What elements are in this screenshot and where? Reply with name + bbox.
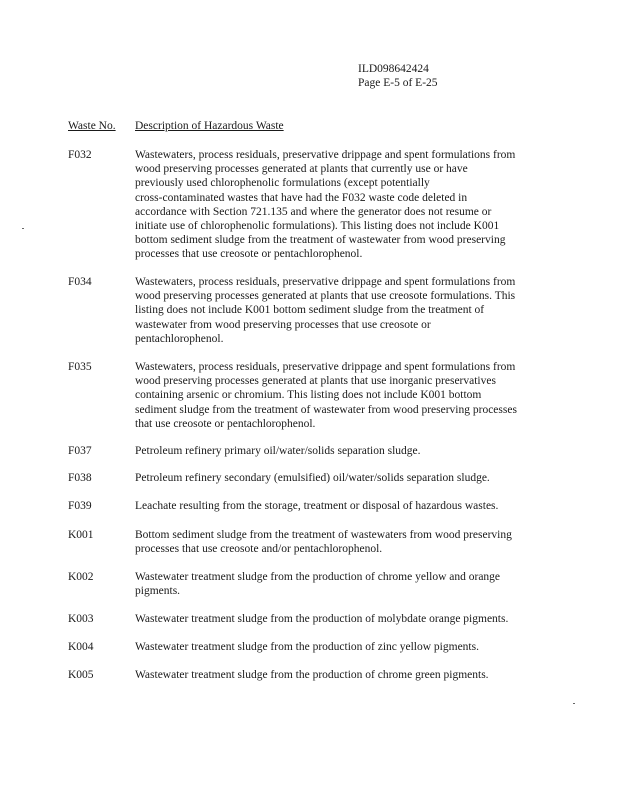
description-line: containing arsenic or chromium. This listing does not include K001 bottom <box>135 389 482 402</box>
waste-code: K002 <box>68 571 94 583</box>
waste-code: K005 <box>68 669 94 681</box>
description-line: Petroleum refinery secondary (emulsified) oil/water/solids separation sludge. <box>135 472 490 484</box>
description-line: cross-contaminated wastes that have had the F032 waste code deleted in <box>135 191 468 204</box>
description-line: pentachlorophenol. <box>135 332 224 345</box>
description-line: bottom sediment sludge from the treatment of wastewater from wood preserving <box>135 234 506 247</box>
waste-description <box>135 148 547 262</box>
document-id: ILD098642424 <box>358 63 429 75</box>
description-line: accordance with Section 721.135 and where the generator does not resume or <box>135 205 492 218</box>
description-line: Leachate resulting from the storage, treatment or disposal of hazardous wastes. <box>135 500 499 512</box>
scan-speck <box>573 703 575 704</box>
waste-description <box>135 499 547 513</box>
description-line: that use creosote or pentachlorophenol. <box>135 417 316 430</box>
description-line: Wastewaters, process residuals, preservative drippage and spent formulations from <box>135 276 516 288</box>
waste-code: K001 <box>68 529 94 541</box>
description-line: wood preserving processes generated at plants that use creosote formulations. This <box>135 290 516 303</box>
description-line: sediment sludge from the treatment of wastewater from wood preserving processes <box>135 403 517 416</box>
scan-speck <box>22 228 24 229</box>
waste-description <box>135 612 547 626</box>
description-line: initiate use of chlorophenolic formulations). This listing does not include K001 <box>135 220 500 233</box>
waste-description <box>135 570 547 598</box>
description-line: Wastewater treatment sludge from the production of chrome green pigments. <box>135 669 489 681</box>
waste-description <box>135 275 547 346</box>
waste-description <box>135 471 547 485</box>
description-line: wastewater from wood preserving processes that use creosote or <box>135 318 431 331</box>
waste-code: K003 <box>68 613 94 625</box>
waste-code: K004 <box>68 641 94 653</box>
description-line: Bottom sediment sludge from the treatment of wastewaters from wood preserving <box>135 529 512 541</box>
description-line: previously used chlorophenolic formulations (except potentially <box>135 177 430 190</box>
description-line: Petroleum refinery primary oil/water/solids separation sludge. <box>135 445 421 457</box>
description-line: wood preserving processes generated at plants that use inorganic preservatives <box>135 375 496 388</box>
waste-code: F037 <box>68 445 92 457</box>
waste-description <box>135 444 547 458</box>
description-line: Wastewater treatment sludge from the production of molybdate orange pigments. <box>135 613 509 625</box>
page-header <box>358 62 438 90</box>
description-line: pigments. <box>135 585 181 598</box>
description-line: Wastewaters, process residuals, preservative drippage and spent formulations from <box>135 149 516 161</box>
description-line: listing does not include K001 bottom sediment sludge from the treatment of <box>135 304 485 317</box>
waste-code: F038 <box>68 472 92 484</box>
waste-code: F032 <box>68 149 92 161</box>
page-number: Page E-5 of E-25 <box>358 77 438 89</box>
waste-description <box>135 528 547 556</box>
description-line: processes that use creosote or pentachlorophenol. <box>135 248 363 261</box>
description-line: Wastewater treatment sludge from the production of zinc yellow pigments. <box>135 641 479 653</box>
description-line: wood preserving processes generated at plants that currently use or have <box>135 163 468 176</box>
waste-code: F035 <box>68 361 92 373</box>
description-line: processes that use creosote and/or pentachlorophenol. <box>135 543 383 556</box>
description-line: Wastewater treatment sludge from the production of chrome yellow and orange <box>135 571 501 583</box>
waste-no-column-header: Waste No. <box>68 120 116 132</box>
description-column-header: Description of Hazardous Waste <box>135 120 284 132</box>
waste-code: F034 <box>68 276 92 288</box>
waste-description <box>135 668 547 682</box>
description-line: Wastewaters, process residuals, preservative drippage and spent formulations from <box>135 361 516 373</box>
waste-code: F039 <box>68 500 92 512</box>
waste-description <box>135 640 547 654</box>
waste-description <box>135 360 547 431</box>
